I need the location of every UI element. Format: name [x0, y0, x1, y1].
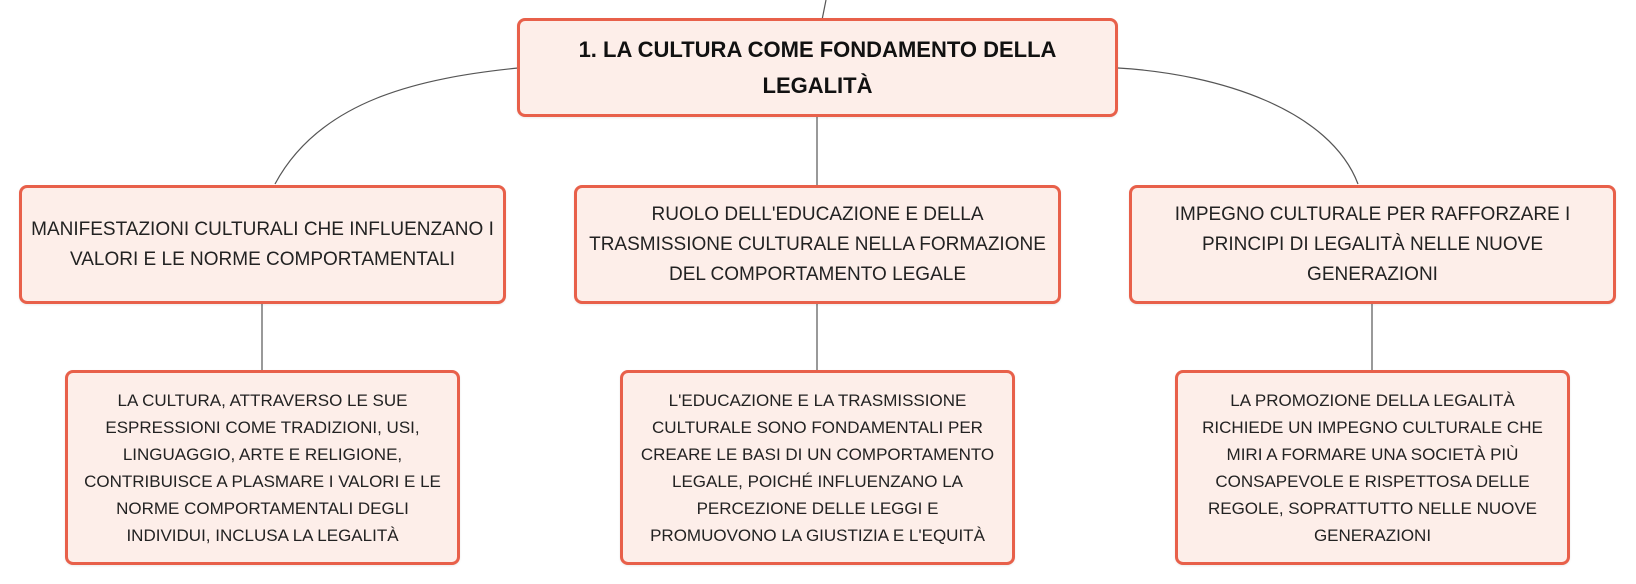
- detail-node-text: L'EDUCAZIONE E LA TRASMISSIONE CULTURALE SONO FONDAMENTALI PER CREARE LE BASI DI UN COMPORTAMENTO LEGALE, POICHÉ INFLUENZANO LA PERCEZIONE DELLE LEGGI E PROMUOVONO LA GIUSTIZIA E L'EQUITÀ: [640, 390, 995, 545]
- branch-node-impegno-culturale[interactable]: [1129, 185, 1616, 304]
- branch-node-label: RUOLO DELL'EDUCAZIONE E DELLA TRASMISSIONE CULTURALE NELLA FORMAZIONE DEL COMPORTAMENTO LEGALE: [589, 203, 1046, 285]
- detail-node-promozione-legalita[interactable]: [1175, 370, 1570, 565]
- branch-node-ruolo-educazione[interactable]: [574, 185, 1061, 304]
- branch-node-label: IMPEGNO CULTURALE PER RAFFORZARE I PRINCIPI DI LEGALITÀ NELLE NUOVE GENERAZIONI: [1174, 203, 1571, 285]
- root-topic-node[interactable]: [517, 18, 1118, 117]
- connector-root-to-branch-3: [1118, 68, 1358, 184]
- root-topic-label: 1. LA CULTURA COME FONDAMENTO DELLA LEGALITÀ: [578, 36, 1057, 98]
- detail-node-cultura-espressioni[interactable]: [65, 370, 460, 565]
- connector-root-to-branch-1: [275, 68, 518, 184]
- branch-node-manifestazioni-culturali[interactable]: [19, 185, 506, 304]
- detail-node-educazione-trasmissione[interactable]: [620, 370, 1015, 565]
- branch-node-label: MANIFESTAZIONI CULTURALI CHE INFLUENZANO I VALORI E LE NORME COMPORTAMENTALI: [31, 218, 494, 270]
- connector-incoming-root: [822, 0, 826, 20]
- detail-node-text: LA CULTURA, ATTRAVERSO LE SUE ESPRESSIONI COME TRADIZIONI, USI, LINGUAGGIO, ARTE E RELIGIONE, CONTRIBUISCE A PLASMARE I VALORI E LE NORME COMPORTAMENTALI DEGLI INDIVIDUI, INCLUSA LA LEGALITÀ: [84, 390, 441, 545]
- detail-node-text: LA PROMOZIONE DELLA LEGALITÀ RICHIEDE UN IMPEGNO CULTURALE CHE MIRI A FORMARE UNA SOCIETÀ PIÙ CONSAPEVOLE E RISPETTOSA DELLE REGOLE, SOPRATTUTTO NELLE NUOVE GENERAZIONI: [1202, 390, 1543, 545]
